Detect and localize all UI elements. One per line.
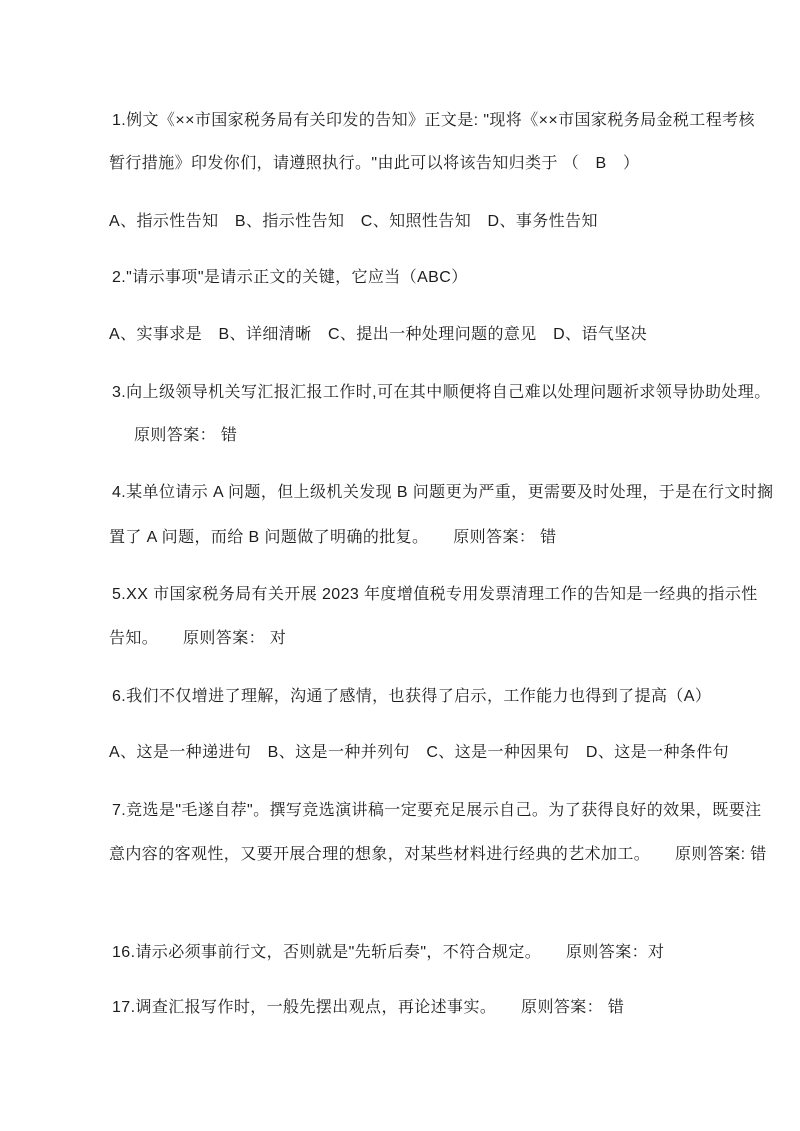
text-line: 1.例文《××市国家税务局有关印发的告知》正文是: "现将《××市国家税务局金税工程考核 <box>112 112 755 129</box>
text-line: A、这是一种递进句 B、这是一种并列句 C、这是一种因果句 D、这是一种条件句 <box>109 744 730 761</box>
text-line: A、实事求是 B、详细清晰 C、提出一种处理问题的意见 D、语气坚决 <box>109 326 648 343</box>
text-line: 6.我们不仅增进了理解，沟通了感情，也获得了启示，工作能力也得到了提高（A） <box>112 688 712 705</box>
text-line: 16.请示必须事前行文，否则就是"先斩后奏"，不符合规定。 原则答案：对 <box>112 944 665 961</box>
text-line: 原则答案： 错 <box>134 427 238 444</box>
text-line: 3.向上级领导机关写汇报汇报工作时,可在其中顺便将自己难以处理问题祈求领导协助处理。 <box>112 384 771 401</box>
text-line: A、指示性告知 B、指示性告知 C、知照性告知 D、事务性告知 <box>109 213 598 230</box>
text-line: 意内容的客观性，又要开展合理的想象，对某些材料进行经典的艺术加工。 原则答案: 错 <box>109 846 767 863</box>
text-line: 7.竞选是"毛遂自荐"。撰写竞选演讲稿一定要充足展示自己。为了获得良好的效果，既要注 <box>112 802 762 819</box>
text-line: 置了 A 问题，而给 B 问题做了明确的批复。 原则答案： 错 <box>109 529 557 546</box>
text-line: 5.XX 市国家税务局有关开展 2023 年度增值税专用发票清理工作的告知是一经典的指示性 <box>112 586 758 603</box>
text-line: 4.某单位请示 A 问题，但上级机关发现 B 问题更为严重，更需要及时处理，于是在行文时搁 <box>112 484 774 501</box>
text-line: 2."请示事项"是请示正文的关键，它应当（ABC） <box>112 269 468 286</box>
text-line: 17.调查汇报写作时，一般先摆出观点，再论述事实。 原则答案： 错 <box>112 999 625 1016</box>
text-line: 告知。 原则答案： 对 <box>109 630 287 647</box>
text-line: 暂行措施》印发你们，请遵照执行。"由此可以将该告知归类于 （ B ） <box>109 155 640 172</box>
